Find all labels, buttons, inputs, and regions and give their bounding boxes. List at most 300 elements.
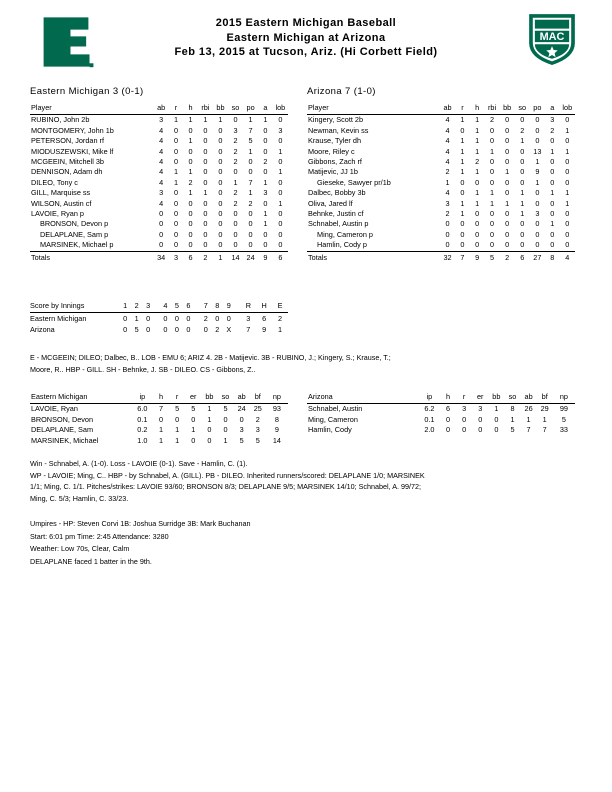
stat-cell: 0 xyxy=(203,198,208,208)
stat-cell: 0 xyxy=(489,136,495,146)
stat-cell: 0 xyxy=(263,136,268,146)
inning-runs: 0 xyxy=(163,325,168,335)
stat-cell: 0 xyxy=(278,136,283,146)
inning-header: 1 xyxy=(119,300,131,313)
stat-cell: 0 xyxy=(565,157,570,167)
stat-cell: 0 xyxy=(278,115,283,125)
stat-cell: 0 xyxy=(263,229,268,239)
stat-cell: 0 xyxy=(263,125,268,135)
player-name: DENNISON, Adam dh xyxy=(31,167,103,177)
team-name: Eastern Michigan xyxy=(30,314,87,324)
stat-cell: 0 xyxy=(233,209,238,219)
table-row xyxy=(307,188,575,198)
stat-cell: 2 xyxy=(233,146,238,156)
table-row xyxy=(30,178,288,188)
inning-header: 6 xyxy=(183,300,195,313)
col-ip: ip xyxy=(132,392,153,404)
stat-cell: 3 xyxy=(233,125,238,135)
stat-cell: 1 xyxy=(173,167,179,177)
innings-header-row xyxy=(30,300,288,313)
innings-body xyxy=(30,313,288,336)
stat-cell: 0 xyxy=(188,240,193,250)
stat-cell: 2 xyxy=(233,198,238,208)
stat-cell: 0 xyxy=(173,146,179,156)
stat-cell: 0 xyxy=(505,146,510,156)
total-cell: 8 xyxy=(545,251,560,263)
table-row xyxy=(307,136,575,146)
stat-cell: 1 xyxy=(175,425,180,435)
stat-cell: 5 xyxy=(510,425,515,435)
mac-conference-shield-logo xyxy=(526,12,578,66)
col-ab: ab xyxy=(234,392,250,404)
stat-cell: 1 xyxy=(475,146,480,156)
stat-cell: 24 xyxy=(237,404,246,414)
stat-cell: 0 xyxy=(520,177,525,187)
stat-cell: 0 xyxy=(565,115,570,125)
stat-cell: 0 xyxy=(565,219,570,229)
stat-cell: 1 xyxy=(460,167,465,177)
stat-cell: 0 xyxy=(188,219,193,229)
stat-cell: 26 xyxy=(524,404,533,414)
team-name: Arizona xyxy=(30,325,55,335)
stat-cell: 1 xyxy=(188,136,193,146)
stat-cell: 0 xyxy=(278,177,283,187)
stat-cell: 0 xyxy=(446,425,451,435)
stat-cell: 0 xyxy=(550,157,555,167)
total-cell: 6 xyxy=(273,251,288,263)
rhe-header: E xyxy=(272,300,288,313)
stat-cell: 0 xyxy=(173,229,179,239)
table-row xyxy=(30,136,288,146)
table-header-row xyxy=(30,103,288,115)
stat-cell: 0 xyxy=(505,219,510,229)
stat-cell: 1 xyxy=(207,404,212,414)
stat-cell: 1 xyxy=(505,198,510,208)
stat-cell: 0.1 xyxy=(424,414,435,424)
stat-cell: 1 xyxy=(223,435,228,445)
innings-label: Score by Innings xyxy=(30,300,119,313)
stat-cell: 1 xyxy=(510,414,515,424)
total-cell: 9 xyxy=(470,251,485,263)
player-name: Oliva, Jared lf xyxy=(308,198,353,208)
totals-label: Totals xyxy=(307,251,440,263)
pitching-away-heading: Eastern Michigan xyxy=(30,392,132,404)
stat-cell: 4 xyxy=(159,136,164,146)
col-so: so xyxy=(504,392,520,404)
inning-runs: 0 xyxy=(174,325,179,335)
stat-cell: 0 xyxy=(565,167,570,177)
inning-header: 9 xyxy=(223,300,235,313)
stat-cell: 0 xyxy=(218,198,223,208)
player-name: Newman, Kevin ss xyxy=(308,125,369,135)
page-header xyxy=(0,0,612,72)
stat-cell: 0 xyxy=(489,219,495,229)
stat-cell: 1 xyxy=(173,177,179,187)
stat-cell: 0 xyxy=(263,198,268,208)
inning-header: 3 xyxy=(142,300,154,313)
stat-cell: 0 xyxy=(565,136,570,146)
rhe-value: 3 xyxy=(246,314,251,324)
stat-cell: 1 xyxy=(203,188,208,198)
table-row xyxy=(30,425,288,435)
innings-row xyxy=(30,324,288,335)
stat-cell: 0 xyxy=(188,125,193,135)
stat-cell: 0 xyxy=(478,425,483,435)
stat-cell: 0 xyxy=(278,209,283,219)
stat-cell: 4 xyxy=(445,136,450,146)
table-row xyxy=(307,425,575,435)
stat-cell: 3 xyxy=(278,125,283,135)
away-team-heading: Eastern Michigan 3 (0-1) xyxy=(30,86,144,97)
stat-cell: 1 xyxy=(565,198,570,208)
stat-cell: 0 xyxy=(218,146,223,156)
table-row xyxy=(307,178,575,188)
stat-cell: 1 xyxy=(526,414,531,424)
stat-cell: 0 xyxy=(520,157,525,167)
col-r: r xyxy=(456,392,472,404)
stat-cell: 0 xyxy=(173,136,179,146)
stat-cell: 1 xyxy=(460,198,465,208)
inning-header: 2 xyxy=(131,300,143,313)
table-row xyxy=(30,436,288,446)
table-row xyxy=(307,199,575,209)
player-name: WILSON, Austin cf xyxy=(31,198,92,208)
stat-cell: 1 xyxy=(203,115,208,125)
rhe-header: R xyxy=(240,300,256,313)
inning-runs: 0 xyxy=(174,314,179,324)
total-cell: 2 xyxy=(198,251,213,263)
inning-runs: 0 xyxy=(226,314,231,324)
stat-cell: 1 xyxy=(550,146,555,156)
col-so: so xyxy=(228,103,243,115)
player-name: Behnke, Justin cf xyxy=(308,209,364,219)
stat-cell: 1 xyxy=(475,115,480,125)
col-h: h xyxy=(153,392,169,404)
player-name: MIODUSZEWSKI, Mike lf xyxy=(31,146,114,156)
stat-cell: 0 xyxy=(535,229,540,239)
notes-line-2: Moore, R.. HBP - GILL. SH - Behnke, J. SB - DILEO. CS - Gibbons, Z.. xyxy=(30,364,256,374)
pitcher-name: Hamlin, Cody xyxy=(308,425,352,435)
stat-cell: 1 xyxy=(494,404,499,414)
stat-cell: 1 xyxy=(248,146,253,156)
stat-cell: 0 xyxy=(173,240,179,250)
pitcher-name: LAVOIE, Ryan xyxy=(31,404,78,414)
stat-cell: 1 xyxy=(188,115,193,125)
stat-cell: 5 xyxy=(191,404,196,414)
table-row xyxy=(307,126,575,136)
stat-cell: 0 xyxy=(520,229,525,239)
inning-runs: 0 xyxy=(215,314,220,324)
table-row xyxy=(307,147,575,157)
away-batting-table xyxy=(30,103,288,263)
stat-cell: 5 xyxy=(223,404,228,414)
stat-cell: 0 xyxy=(550,209,555,219)
stat-cell: 0 xyxy=(248,167,253,177)
col-bf: bf xyxy=(537,392,553,404)
stat-cell: 4 xyxy=(445,188,450,198)
stat-cell: 0 xyxy=(173,219,179,229)
stat-cell: 0 xyxy=(248,209,253,219)
stat-cell: 1 xyxy=(188,167,193,177)
stat-cell: 0 xyxy=(489,125,495,135)
stat-cell: 3 xyxy=(255,425,260,435)
stat-cell: 93 xyxy=(272,404,281,414)
col-player: Player xyxy=(307,103,440,115)
stat-cell: 1 xyxy=(520,198,525,208)
rhe-value: 2 xyxy=(278,314,283,324)
table-row xyxy=(30,199,288,209)
stat-cell: 1 xyxy=(460,209,465,219)
stat-cell: 0 xyxy=(460,188,465,198)
table-row xyxy=(30,219,288,229)
umpires-line: Umpires - HP: Steven Corvi 1B: Joshua Surridge 3B: Mark Buchanan xyxy=(30,519,251,528)
stat-cell: 0 xyxy=(218,240,223,250)
table-row xyxy=(307,167,575,177)
player-name: Dalbec, Bobby 3b xyxy=(308,188,366,198)
col-rbi: rbi xyxy=(484,103,499,115)
stat-cell: 0 xyxy=(489,167,495,177)
total-cell: 34 xyxy=(154,251,169,263)
col-a: a xyxy=(545,103,560,115)
table-row xyxy=(30,240,288,251)
stat-cell: 5 xyxy=(239,435,244,445)
rhe-header: H xyxy=(256,300,272,313)
title-block xyxy=(0,16,612,60)
stat-cell: 0 xyxy=(550,167,555,177)
stat-cell: 1 xyxy=(175,435,180,445)
stat-cell: 1 xyxy=(460,115,465,125)
stat-cell: 7 xyxy=(542,425,547,435)
stat-cell: 0 xyxy=(520,146,525,156)
decisions-line-3: 1/1; Ming, C. 1/1. Pitches/strikes: LAVOIE 93/60; BRONSON 8/3; DELAPLANE 9/5; MARSINEK 14/10; Schnabel, A. 99/72; xyxy=(30,482,421,492)
stat-cell: 25 xyxy=(253,404,262,414)
stat-cell: 0 xyxy=(203,125,208,135)
player-name: BRONSON, Devon p xyxy=(40,219,109,229)
inning-header: 8 xyxy=(211,300,223,313)
total-cell: 14 xyxy=(228,251,243,263)
stat-cell: 3 xyxy=(239,425,244,435)
stat-cell: 0 xyxy=(173,125,179,135)
svg-text:MAC: MAC xyxy=(539,31,565,44)
stat-cell: 9 xyxy=(274,425,279,435)
col-bf: bf xyxy=(250,392,266,404)
stat-cell: 2 xyxy=(248,198,253,208)
pitcher-name: MARSINEK, Michael xyxy=(31,435,99,445)
stat-cell: 0 xyxy=(550,240,555,250)
stat-cell: 0 xyxy=(505,240,510,250)
stat-cell: 1 xyxy=(475,167,480,177)
stat-cell: 1 xyxy=(218,115,223,125)
decisions-section xyxy=(30,458,590,504)
col-h: h xyxy=(183,103,198,115)
table-row xyxy=(30,167,288,177)
stat-cell: 0 xyxy=(233,240,238,250)
stat-cell: 4 xyxy=(159,177,164,187)
stat-cell: 0 xyxy=(460,125,465,135)
pitching-away xyxy=(30,392,288,446)
total-cell: 5 xyxy=(484,251,499,263)
stat-cell: 0 xyxy=(505,125,510,135)
table-row xyxy=(30,126,288,136)
table-row xyxy=(30,209,288,219)
stat-cell: 5 xyxy=(255,435,260,445)
stat-cell: 2 xyxy=(233,136,238,146)
home-batting-body xyxy=(307,115,575,263)
stat-cell: 0 xyxy=(535,198,540,208)
table-row xyxy=(307,115,575,126)
stat-cell: 2 xyxy=(233,188,238,198)
player-name: LAVOIE, Ryan p xyxy=(31,209,84,219)
table-row xyxy=(30,415,288,425)
stat-cell: 0 xyxy=(158,414,164,424)
col-h: h xyxy=(470,103,485,115)
stat-cell: 0 xyxy=(278,157,283,167)
stat-cell: 0 xyxy=(278,229,283,239)
stat-cell: 0 xyxy=(535,240,540,250)
stat-cell: 6.2 xyxy=(424,404,435,414)
home-pitching-table xyxy=(307,392,575,436)
inning-runs: 0 xyxy=(186,325,191,335)
stat-cell: 0 xyxy=(505,229,510,239)
table-header-row xyxy=(307,103,575,115)
stat-cell: 1 xyxy=(278,167,283,177)
score-by-innings-table xyxy=(30,300,288,336)
title-line-2: Eastern Michigan at Arizona xyxy=(226,31,386,44)
stat-cell: 6 xyxy=(446,404,451,414)
col-r: r xyxy=(455,103,470,115)
inning-runs: 2 xyxy=(215,325,220,335)
stat-cell: 1 xyxy=(460,136,465,146)
stat-cell: 8 xyxy=(274,414,279,424)
stat-cell: 0 xyxy=(445,240,450,250)
stat-cell: 2 xyxy=(445,209,450,219)
inning-header: 7 xyxy=(200,300,212,313)
stat-cell: 0 xyxy=(218,125,223,135)
col-player: Player xyxy=(30,103,154,115)
col-r: r xyxy=(169,392,185,404)
stat-cell: 0 xyxy=(203,229,208,239)
total-cell: 27 xyxy=(530,251,545,263)
stat-cell: 0 xyxy=(475,219,480,229)
stat-cell: 0 xyxy=(188,209,193,219)
stat-cell: 0 xyxy=(505,209,510,219)
col-h: h xyxy=(440,392,456,404)
stat-cell: 0 xyxy=(263,240,268,250)
stat-cell: 0 xyxy=(565,229,570,239)
player-name: MONTGOMERY, John 1b xyxy=(31,125,114,135)
stat-cell: 1 xyxy=(475,198,480,208)
stat-cell: 14 xyxy=(272,435,281,445)
total-cell: 7 xyxy=(455,251,470,263)
totals-row xyxy=(307,251,575,263)
stat-cell: 0 xyxy=(278,188,283,198)
stat-cell: 0 xyxy=(489,177,495,187)
stat-cell: 0 xyxy=(233,219,238,229)
stat-cell: 0 xyxy=(565,209,570,219)
stat-cell: 1 xyxy=(278,146,283,156)
batting-away xyxy=(30,86,295,263)
inning-runs: 0 xyxy=(203,325,208,335)
stat-cell: 0 xyxy=(191,435,196,445)
stat-cell: 0 xyxy=(188,157,193,167)
stat-cell: 0 xyxy=(218,209,223,219)
col-er: er xyxy=(185,392,201,404)
stat-cell: 2 xyxy=(255,414,260,424)
col-lob: lob xyxy=(560,103,575,115)
stat-cell: 0 xyxy=(173,209,179,219)
stat-cell: 0 xyxy=(489,157,495,167)
stat-cell: 1 xyxy=(505,167,510,177)
stat-cell: 0 xyxy=(218,136,223,146)
col-ab: ab xyxy=(154,103,169,115)
stat-cell: 0 xyxy=(223,414,228,424)
stat-cell: 0 xyxy=(278,219,283,229)
home-batting-table xyxy=(307,103,575,263)
rhe-value: 9 xyxy=(262,325,267,335)
totals-label: Totals xyxy=(30,251,154,263)
stat-cell: 0 xyxy=(188,229,193,239)
stat-cell: 0 xyxy=(239,414,244,424)
stat-cell: 2 xyxy=(233,157,238,167)
table-row xyxy=(307,404,575,415)
col-rbi: rbi xyxy=(198,103,213,115)
stat-cell: 0 xyxy=(489,240,495,250)
stat-cell: 0 xyxy=(550,177,555,187)
stat-cell: 0 xyxy=(203,146,208,156)
inning-runs: 2 xyxy=(203,314,208,324)
col-r: r xyxy=(169,103,184,115)
inning-runs: 0 xyxy=(123,314,128,324)
stat-cell: 0 xyxy=(475,229,480,239)
stat-cell: 0 xyxy=(218,229,223,239)
stat-cell: 0 xyxy=(550,198,555,208)
stat-cell: 4 xyxy=(159,125,164,135)
stat-cell: 29 xyxy=(540,404,549,414)
inning-runs: 0 xyxy=(146,325,151,335)
stat-cell: 0 xyxy=(203,157,208,167)
stat-cell: 5 xyxy=(561,414,566,424)
player-name: RUBINO, John 2b xyxy=(31,115,90,125)
total-cell: 6 xyxy=(183,251,198,263)
col-ab: ab xyxy=(440,103,455,115)
stat-cell: 1 xyxy=(475,188,480,198)
player-name: Schnabel, Austin p xyxy=(308,219,369,229)
stat-cell: 7 xyxy=(526,425,531,435)
table-row xyxy=(307,219,575,229)
pitching-home-heading: Arizona xyxy=(307,392,419,404)
col-ip: ip xyxy=(419,392,440,404)
pitcher-name: DELAPLANE, Sam xyxy=(31,425,94,435)
stat-cell: 0 xyxy=(475,240,480,250)
table-row xyxy=(30,404,288,415)
player-name: Ming, Cameron p xyxy=(317,229,373,239)
col-ab: ab xyxy=(521,392,537,404)
stat-cell: 1 xyxy=(475,136,480,146)
stat-cell: 0 xyxy=(159,240,164,250)
stat-cell: 1 xyxy=(489,188,495,198)
stat-cell: 0 xyxy=(263,167,268,177)
stat-cell: 1 xyxy=(263,209,268,219)
stat-cell: 0 xyxy=(248,240,253,250)
game-notes xyxy=(30,352,590,375)
stat-cell: 1 xyxy=(520,188,525,198)
stat-cell: 0 xyxy=(218,188,223,198)
rhe-value: 6 xyxy=(262,314,267,324)
col-so: so xyxy=(217,392,233,404)
stat-cell: 2 xyxy=(263,157,268,167)
stat-cell: 0 xyxy=(207,435,212,445)
stat-cell: 1 xyxy=(191,425,196,435)
